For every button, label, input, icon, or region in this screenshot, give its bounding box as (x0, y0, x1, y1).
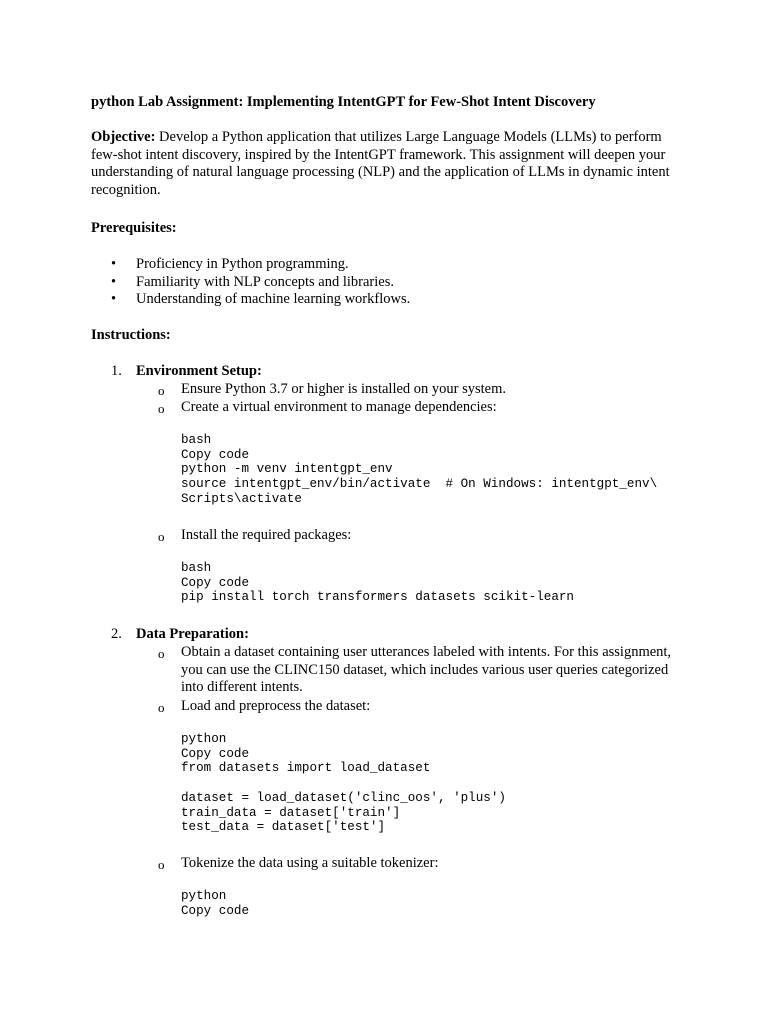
sub-bullet-icon: o (158, 401, 165, 416)
prerequisites-heading: Prerequisites: (91, 220, 177, 236)
objective-text: Develop a Python application that utilizes Large Language Models (LLMs) to perform few-shot intent discovery, inspired by the IntentGPT framework. This assignment will deepen your understanding of natural language processing (NLP) and the application of LLMs in dynamic intent recognition. (91, 129, 670, 198)
code-block: python Copy code from datasets import load_dataset dataset = load_dataset('clinc_oos', 'plus') train_data = dataset['train'] test_data = dataset['test'] (181, 732, 506, 835)
bullet-icon: • (111, 274, 117, 290)
code-block: bash Copy code python -m venv intentgpt_env source intentgpt_env/bin/activate # On Windows: intentgpt_env\ Scripts\activate (181, 433, 658, 506)
code-block: bash Copy code pip install torch transformers datasets scikit-learn (181, 561, 574, 605)
step-item: Load and preprocess the dataset: (181, 698, 371, 714)
step-item: Obtain a dataset containing user utterances labeled with intents. For this assignment, you can use the CLINC150 dataset, which includes various user queries categorized into different intents. (181, 644, 672, 696)
step-title: Data Preparation: (136, 626, 249, 642)
step-item: Ensure Python 3.7 or higher is installed on your system. (181, 381, 507, 397)
instructions-heading: Instructions: (91, 327, 171, 343)
bullet-icon: • (111, 256, 117, 272)
prerequisite-item: Understanding of machine learning workflows. (136, 291, 411, 307)
objective-label: Objective: (91, 129, 156, 145)
step-title: Environment Setup: (136, 363, 262, 379)
sub-bullet-icon: o (158, 646, 165, 661)
sub-bullet-icon: o (158, 700, 165, 715)
sub-bullet-icon: o (158, 383, 165, 398)
document-title: python Lab Assignment: Implementing IntentGPT for Few-Shot Intent Discovery (91, 94, 596, 110)
prerequisite-item: Familiarity with NLP concepts and libraries. (136, 274, 394, 290)
prerequisite-item: Proficiency in Python programming. (136, 256, 349, 272)
code-block: python Copy code (181, 889, 250, 918)
sub-bullet-icon: o (158, 857, 165, 872)
step-number: 1. (111, 363, 122, 379)
sub-bullet-icon: o (158, 529, 165, 544)
objective-paragraph (91, 129, 691, 199)
step-number: 2. (111, 626, 122, 642)
step-item: Install the required packages: (181, 527, 352, 543)
step-item: Tokenize the data using a suitable tokenizer: (181, 855, 439, 871)
step-item: Create a virtual environment to manage dependencies: (181, 399, 497, 415)
bullet-icon: • (111, 291, 117, 307)
